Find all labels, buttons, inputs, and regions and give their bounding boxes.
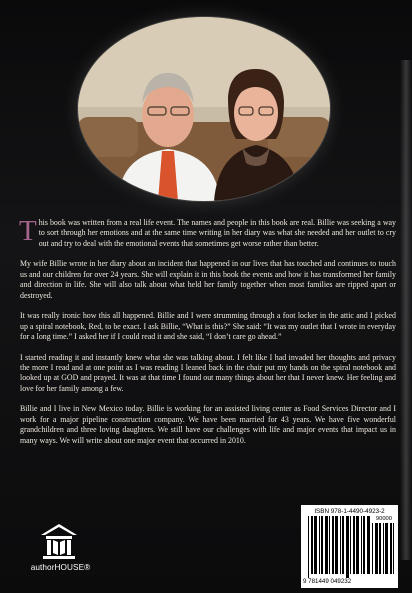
barcode-bar	[314, 516, 317, 574]
barcode-bar	[325, 516, 328, 574]
authorhouse-house-book-icon	[37, 522, 81, 562]
barcode-bar	[319, 516, 320, 574]
barcode-bar	[363, 516, 365, 574]
isbn-barcode	[301, 505, 398, 588]
barcode-bar	[350, 516, 351, 574]
publisher-logo	[23, 522, 95, 582]
barcode-bar	[311, 516, 313, 574]
barcode-bar	[375, 523, 378, 574]
author-photo	[78, 17, 330, 201]
barcode-bar	[390, 523, 392, 574]
barcode-bar	[367, 516, 370, 574]
barcode-bar	[335, 516, 338, 574]
back-cover-text	[19, 215, 396, 456]
paragraph-1	[19, 215, 396, 249]
barcode-bar	[372, 523, 373, 574]
barcode-bar	[353, 516, 355, 574]
paragraph-2: My wife Billie wrote in her diary about an incident that happened in our lives that has touched and continues to touch us and our children for over 24 years. She will explain it in this book the events and how it has transformed her family and direction in life. She will also talk about what held her family together when most families are ripped apart or destroyed.	[20, 259, 396, 300]
paragraph-1-text: his book was written from a real life event. The names and people in this book are real. Billie was seeking a way to sort through her emotions and at the same time writing in her diary was what she needed and her outlet to cry out and try to deal with the emotional events that sometimes get worse rather than better.	[38, 218, 396, 248]
barcode-digits: 9 781449 049232	[303, 578, 352, 585]
barcode-bar	[329, 516, 330, 574]
paragraph-3: It was really ironic how this all happened. Billie and I were strumming through a foot locker in the attic and I picked up a spiral notebook, Red, to be exact. I ask Billie, “What is this?” She said: “It was my outlet that I wrote in everyday for a long time.” I asked her if I could read it and she said, “I don’t care go ahead.”	[20, 311, 396, 342]
barcode-bar	[346, 516, 349, 578]
barcode-bar	[379, 523, 381, 574]
barcode-bar	[340, 516, 341, 574]
barcode-bar	[342, 516, 344, 574]
barcode-bar	[385, 523, 388, 574]
barcode-bars-addon	[372, 523, 395, 578]
drop-cap: T	[19, 215, 37, 247]
light-streak-decoration	[400, 60, 412, 560]
barcode-bars-main	[308, 516, 370, 578]
isbn-label: ISBN 978-1-4490-4923-2	[314, 508, 385, 515]
publisher-name: authorHOUSE®	[30, 563, 91, 572]
barcode-bar	[393, 523, 394, 574]
paragraph-5: Billie and I live in New Mexico today. Billie is working for an assisted living center as Food Services Director and I work for a major pipeline construction company. We have been married for 43 years. We have five wonderful grandchildren and three loving daughters. We still have our challenges with life and major events that impact us in many ways. We will write about one major event that occurred in 2010.	[20, 404, 396, 445]
barcode-bar	[383, 523, 384, 574]
barcode-bar	[332, 516, 334, 574]
price-code: 90000	[375, 516, 392, 522]
author-photo-illustration	[78, 17, 330, 201]
paragraph-4: I started reading it and instantly knew what she was talking about. I felt like I had invaded her thoughts and privacy the more I read and at one point as I was reading I leaned back in the chair put my hands on the spiral notebook and looked up at GOD and prayed. It was at that time I found out many things about her that I never knew. Her feeling and love for her family among a few.	[20, 352, 396, 393]
barcode-bar	[361, 516, 362, 574]
barcode-bar	[308, 516, 309, 578]
barcode-bar	[356, 516, 359, 574]
barcode-bar	[321, 516, 323, 574]
